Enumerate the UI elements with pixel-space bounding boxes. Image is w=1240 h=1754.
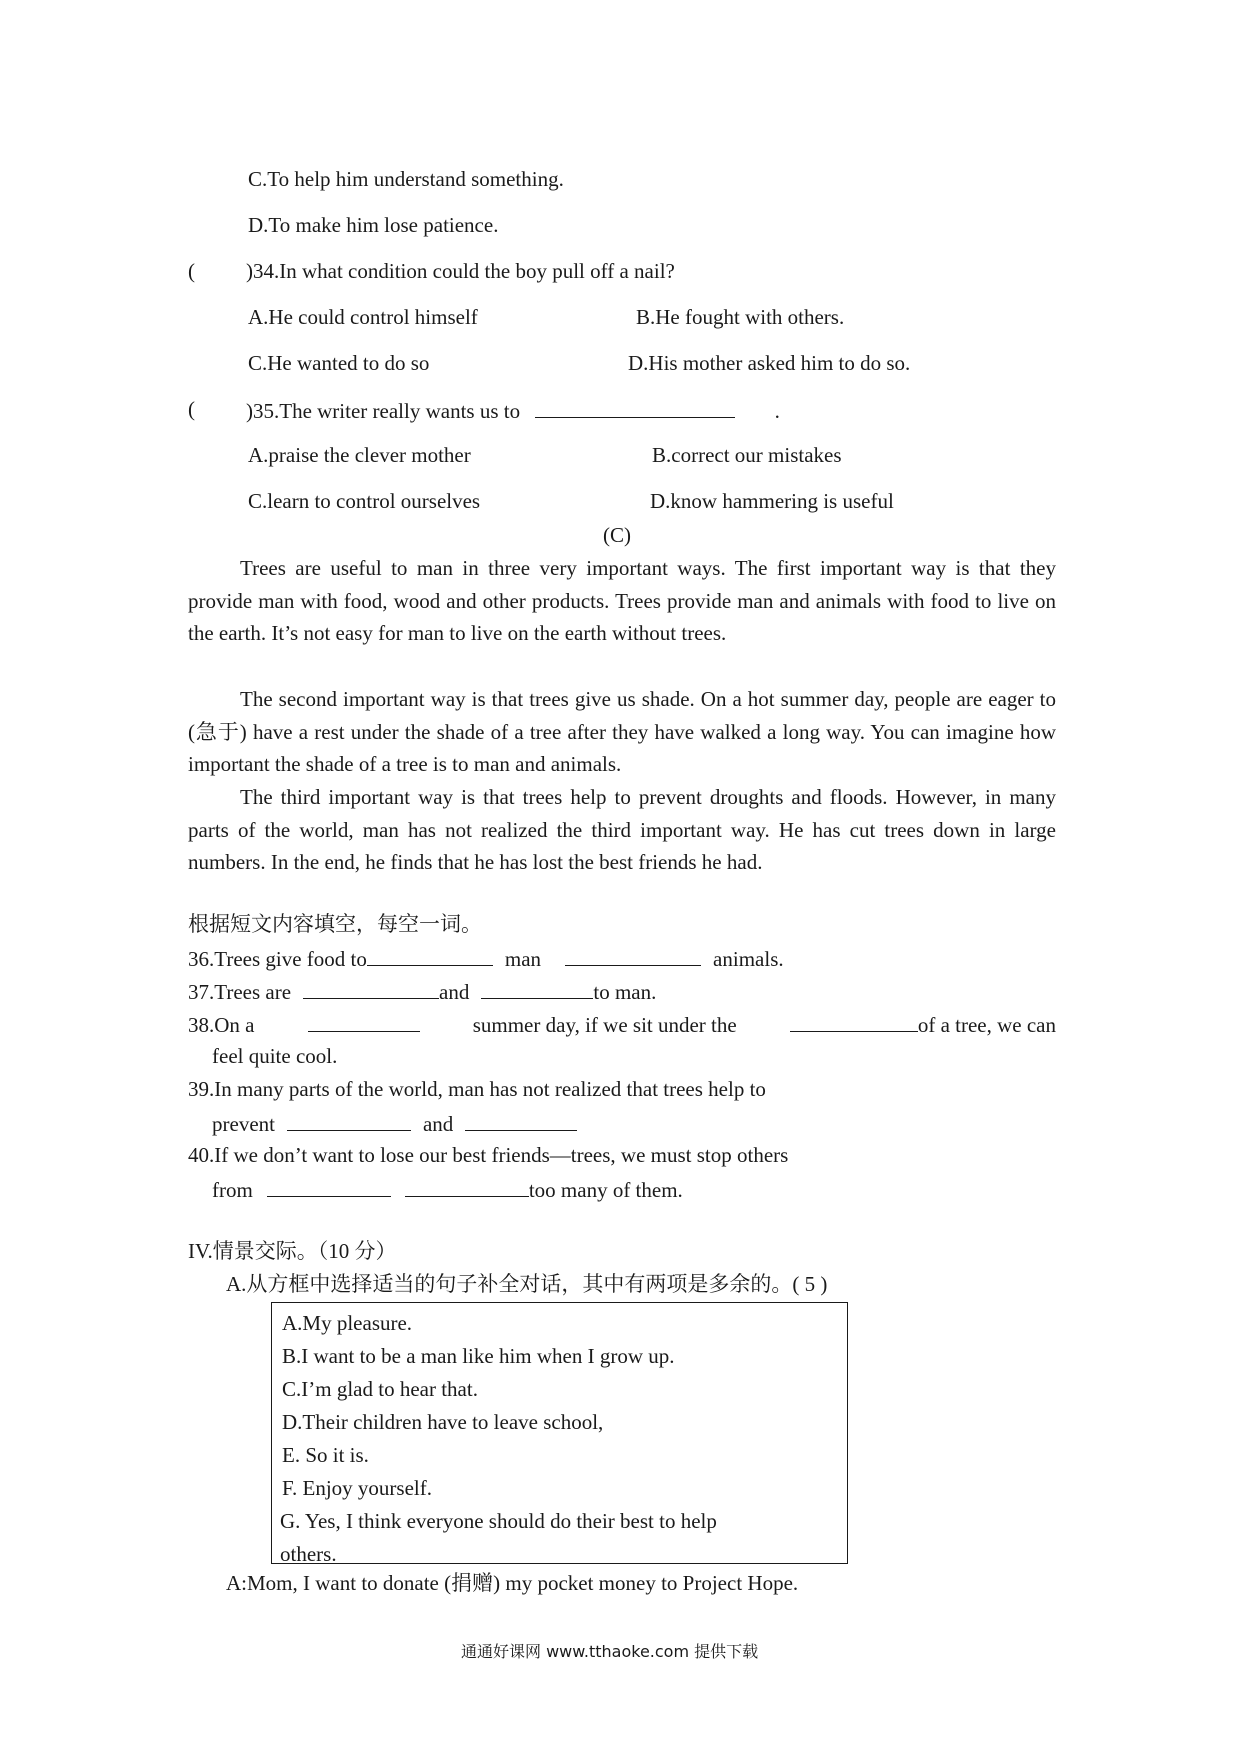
q38 [188, 1013, 1056, 1036]
q40-line1: 40.If we don’t want to lose our best friends—trees, we must stop others [188, 1143, 789, 1167]
q33-option-c: C.To help him understand something. [248, 167, 564, 191]
box-choice-a: A.My pleasure. [282, 1311, 413, 1335]
passage-paragraph-2 [188, 683, 1056, 781]
q37-text-b: and [439, 980, 470, 1004]
q38-tail [790, 1013, 1056, 1036]
passage-p3-text: The third important way is that trees help to prevent droughts and floods. However, in many parts of the world, man has not realized the third important way. He has cut trees down in large numbers. In the end, he finds that he has lost the best friends he had. [188, 785, 1056, 874]
q35-end: . [774, 399, 780, 423]
q34-option-a: A.He could control himself [248, 305, 478, 329]
q38-line2: feel quite cool. [212, 1044, 338, 1068]
q35-stem-text: )35.The writer really wants us to [246, 399, 521, 423]
q37-text-a: 37.Trees are [188, 980, 292, 1004]
box-choice-g-cont: others. [280, 1542, 337, 1566]
q40-blank-2 [405, 1178, 529, 1197]
footer-credit: 通通好课网 www.tthaoke.com 提供下载 [461, 1642, 759, 1661]
box-choice-e: E. So it is. [282, 1443, 369, 1467]
q33-option-d: D.To make him lose patience. [248, 213, 499, 237]
box-choice-c: C.I’m glad to hear that. [282, 1377, 478, 1401]
q34-option-c: C.He wanted to do so [248, 351, 430, 375]
q38-blank-2 [790, 1013, 918, 1032]
q36-blank-2 [565, 947, 701, 966]
q39-blank-2 [465, 1112, 577, 1131]
q37-text-c: to man. [593, 980, 657, 1004]
box-choice-b: B.I want to be a man like him when I grow up. [282, 1344, 675, 1368]
q35-option-b: B.correct our mistakes [652, 443, 842, 467]
q35-stem [246, 399, 780, 422]
q39-blank-1 [287, 1112, 411, 1131]
q40-text-b: from [212, 1178, 253, 1202]
q37-blank-1 [303, 980, 439, 999]
fill-instruction: 根据短文内容填空，每空一词。 [188, 912, 482, 936]
q36-blank-1 [367, 947, 493, 966]
q34-answer-paren: ( [188, 259, 195, 283]
q40-line2 [212, 1178, 683, 1201]
q35-answer-paren: ( [188, 397, 195, 421]
q37-blank-2 [481, 980, 593, 999]
section-4-instruction: A.从方框中选择适当的句子补全对话，其中有两项是多余的。( 5 ) [226, 1272, 828, 1296]
q34-option-d: D.His mother asked him to do so. [628, 351, 911, 375]
q39-text-b: prevent [212, 1112, 275, 1136]
q40-blank-1 [267, 1178, 391, 1197]
q38-text-a: 38.On a [188, 1013, 255, 1037]
q35-option-c: C.learn to control ourselves [248, 489, 481, 513]
passage-paragraph-1 [188, 552, 1056, 650]
q35-blank [535, 399, 735, 418]
q36-text-c: animals. [713, 947, 784, 971]
q39-line2 [212, 1112, 577, 1135]
q36 [188, 947, 784, 970]
passage-p2-text: The second important way is that trees give us shade. On a hot summer day, people are eager to (急于) have a rest under the shade of a tree after they have walked a long way. You can imagine how important the shade of a tree is to man and animals. [188, 687, 1056, 776]
box-choice-d: D.Their children have to leave school, [282, 1410, 604, 1434]
q36-text-a: 36.Trees give food to [188, 947, 367, 971]
q40-text-c: too many of them. [528, 1178, 683, 1202]
q34-stem: )34.In what condition could the boy pull off a nail? [246, 259, 675, 283]
dialog-line-1: A:Mom, I want to donate (捐赠) my pocket money to Project Hope. [226, 1571, 799, 1595]
q35-option-d: D.know hammering is useful [650, 489, 894, 513]
answer-choices-box [271, 1302, 848, 1564]
q38-text-c: of a tree, we can [917, 1013, 1056, 1037]
q37 [188, 980, 656, 1003]
q35-option-a: A.praise the clever mother [248, 443, 471, 467]
q39-text-c: and [422, 1112, 454, 1136]
box-choice-f: F. Enjoy yourself. [282, 1476, 432, 1500]
passage-label: (C) [603, 523, 631, 547]
passage-paragraph-3 [188, 781, 1056, 879]
box-choice-g [280, 1511, 835, 1532]
section-4-title: IV.情景交际。（10 分） [188, 1239, 397, 1263]
passage-p1-text: Trees are useful to man in three very important ways. The first important way is that they provide man with food, wood and other products. Trees provide man and animals with food to live on the earth. It’s not easy for man to live on the earth without trees. [188, 556, 1056, 645]
box-choice-g-text: G. Yes, I think everyone should do their best to help [280, 1509, 717, 1533]
q34-option-b: B.He fought with others. [636, 305, 845, 329]
q38-blank-1 [308, 1013, 420, 1032]
q39-line1: 39.In many parts of the world, man has not realized that trees help to [188, 1077, 766, 1101]
q36-text-b: man [504, 947, 542, 971]
q38-text-b: summer day, if we sit under the [472, 1013, 737, 1037]
